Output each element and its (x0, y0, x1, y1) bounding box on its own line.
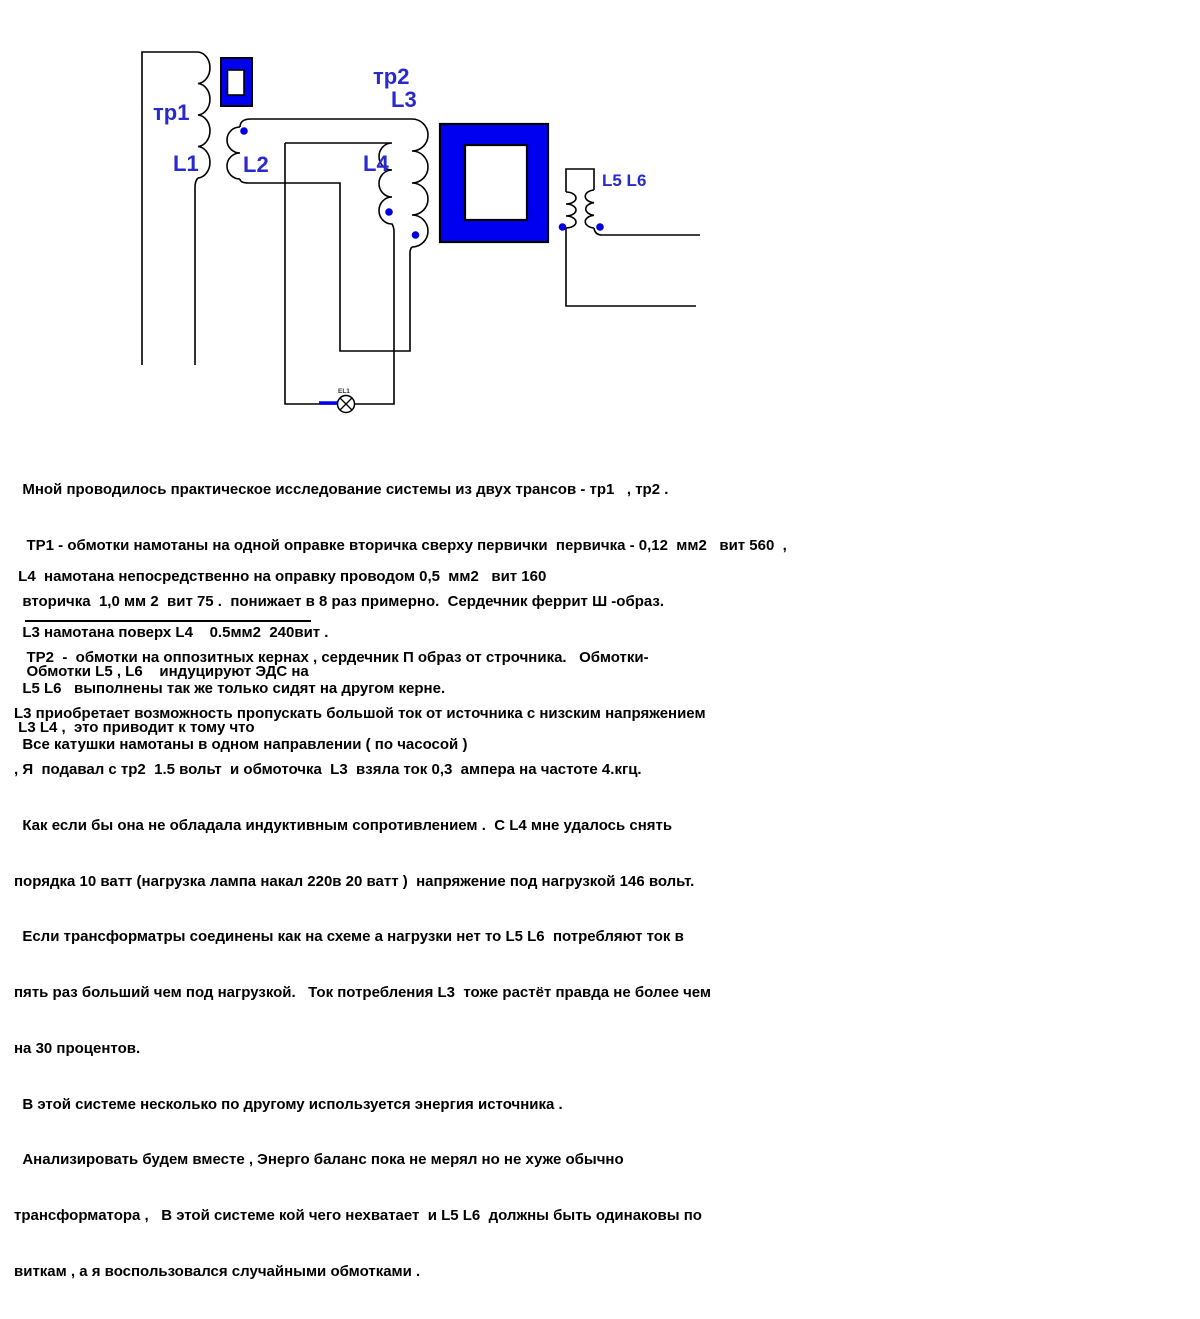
l1-label: L1 (173, 151, 199, 176)
text-line: L3 L4 , это приводит к тому что (14, 718, 255, 736)
l3-polarity-dot (412, 231, 420, 239)
text-line: ТР2 - обмотки на оппозитных кернах , сердечник П образ от строчника. Обмотки- (14, 648, 649, 666)
l5-l6-top-bracket-wire (566, 169, 594, 192)
l1-coil (198, 52, 210, 178)
l2-label: L2 (243, 152, 269, 177)
l5-l6-label: L5 L6 (602, 171, 647, 190)
l6-output-wire (594, 228, 700, 235)
tr1-core-window (228, 70, 245, 95)
lamp-el1 (319, 388, 355, 413)
text-line: , Я подавал с тр2 1.5 вольт и обмоточка L3 взяла ток 0,3 ампера на частоте 4.кгц. (14, 760, 642, 778)
tr2-label: тр2 (373, 64, 410, 89)
l3-label: L3 (391, 87, 417, 112)
text-line: Обмотки L5 , L6 индуцируют ЭДС на (14, 663, 309, 681)
text-line: Как если бы она не обладала индуктивным сопротивлением . С L4 мне удалось снять (14, 816, 673, 834)
l4-polarity-dot (385, 208, 393, 216)
l2-l3-bottom-link-wire (240, 179, 412, 351)
divider-line (25, 620, 311, 622)
text-line: В этой системе несколько по другому используется энергия источника . (14, 1095, 563, 1113)
lamp-label: EL1 (338, 388, 350, 395)
text-line: порядка 10 ватт (нагрузка лампа накал 220в 20 ватт ) напряжение под нагрузкой 146 вольт. (14, 872, 695, 890)
text-line: виткам , а я воспользовался случайными обмотками . (14, 1263, 421, 1280)
l2-polarity-dot (240, 127, 248, 135)
l5-coil (566, 192, 576, 228)
text-line: пять раз больший чем под нагрузкой. Ток потребления L3 тоже растёт правда не более чем (14, 984, 712, 1002)
l5-polarity-dot (559, 223, 567, 231)
l6-coil (585, 190, 594, 228)
l3-coil (412, 119, 428, 247)
l6-polarity-dot (596, 223, 604, 231)
tr1-label: тр1 (153, 100, 190, 125)
text-line: Мной проводилось практическое исследование системы из двух трансов - тр1 , тр2 . (14, 481, 669, 499)
circuit-schematic (0, 0, 1200, 440)
l2-l3-top-link-wire (240, 119, 412, 127)
tr1-right-terminal-wire (195, 178, 198, 365)
lamp-left-wire (285, 143, 336, 404)
text-line: L5 L6 выполнены так же только сидят на другом керне. (14, 679, 446, 697)
text-line: Если трансформатры соединены как на схеме а нагрузки нет то L5 L6 потребляют ток в (14, 928, 684, 946)
l5-output-wire (566, 228, 696, 306)
text-line: L3 приобретает возможность пропускать большой ток от источника с низским напряжением (14, 705, 706, 723)
text-line: трансформатора , В этой системе кой чего нехватает и L5 L6 должны быть одинаковы по (14, 1207, 702, 1225)
text-line: Анализировать будем вместе , Энерго баланс пока не мерял но не хуже обычно (14, 1151, 624, 1169)
tr1-core (221, 58, 252, 106)
tr2-core (440, 124, 548, 242)
text-line: L4 намотана непосредственно на оправку проводом 0,5 мм2 вит 160 (14, 568, 547, 586)
text-line: Все катушки намотаны в одном направлении ( по часосой ) (14, 735, 468, 753)
text-line: вторичка 1,0 мм 2 вит 75 . понижает в 8 раз примерно. Сердечник феррит Ш -образ. (14, 592, 665, 610)
tr2-core-window (465, 145, 527, 220)
tr1-left-terminal-wire (142, 52, 198, 365)
l4-label: L4 (363, 151, 389, 176)
text-line: на 30 процентов. (14, 1039, 141, 1057)
notes-paragraph-4 (14, 668, 711, 1319)
l2-coil (227, 127, 240, 179)
text-line: L3 намотана поверх L4 0.5мм2 240вит . (14, 623, 329, 641)
text-line: ТР1 - обмотки намотаны на одной оправке вторичка сверху первички первичка - 0,12 мм2 вит 560 , (14, 536, 787, 554)
